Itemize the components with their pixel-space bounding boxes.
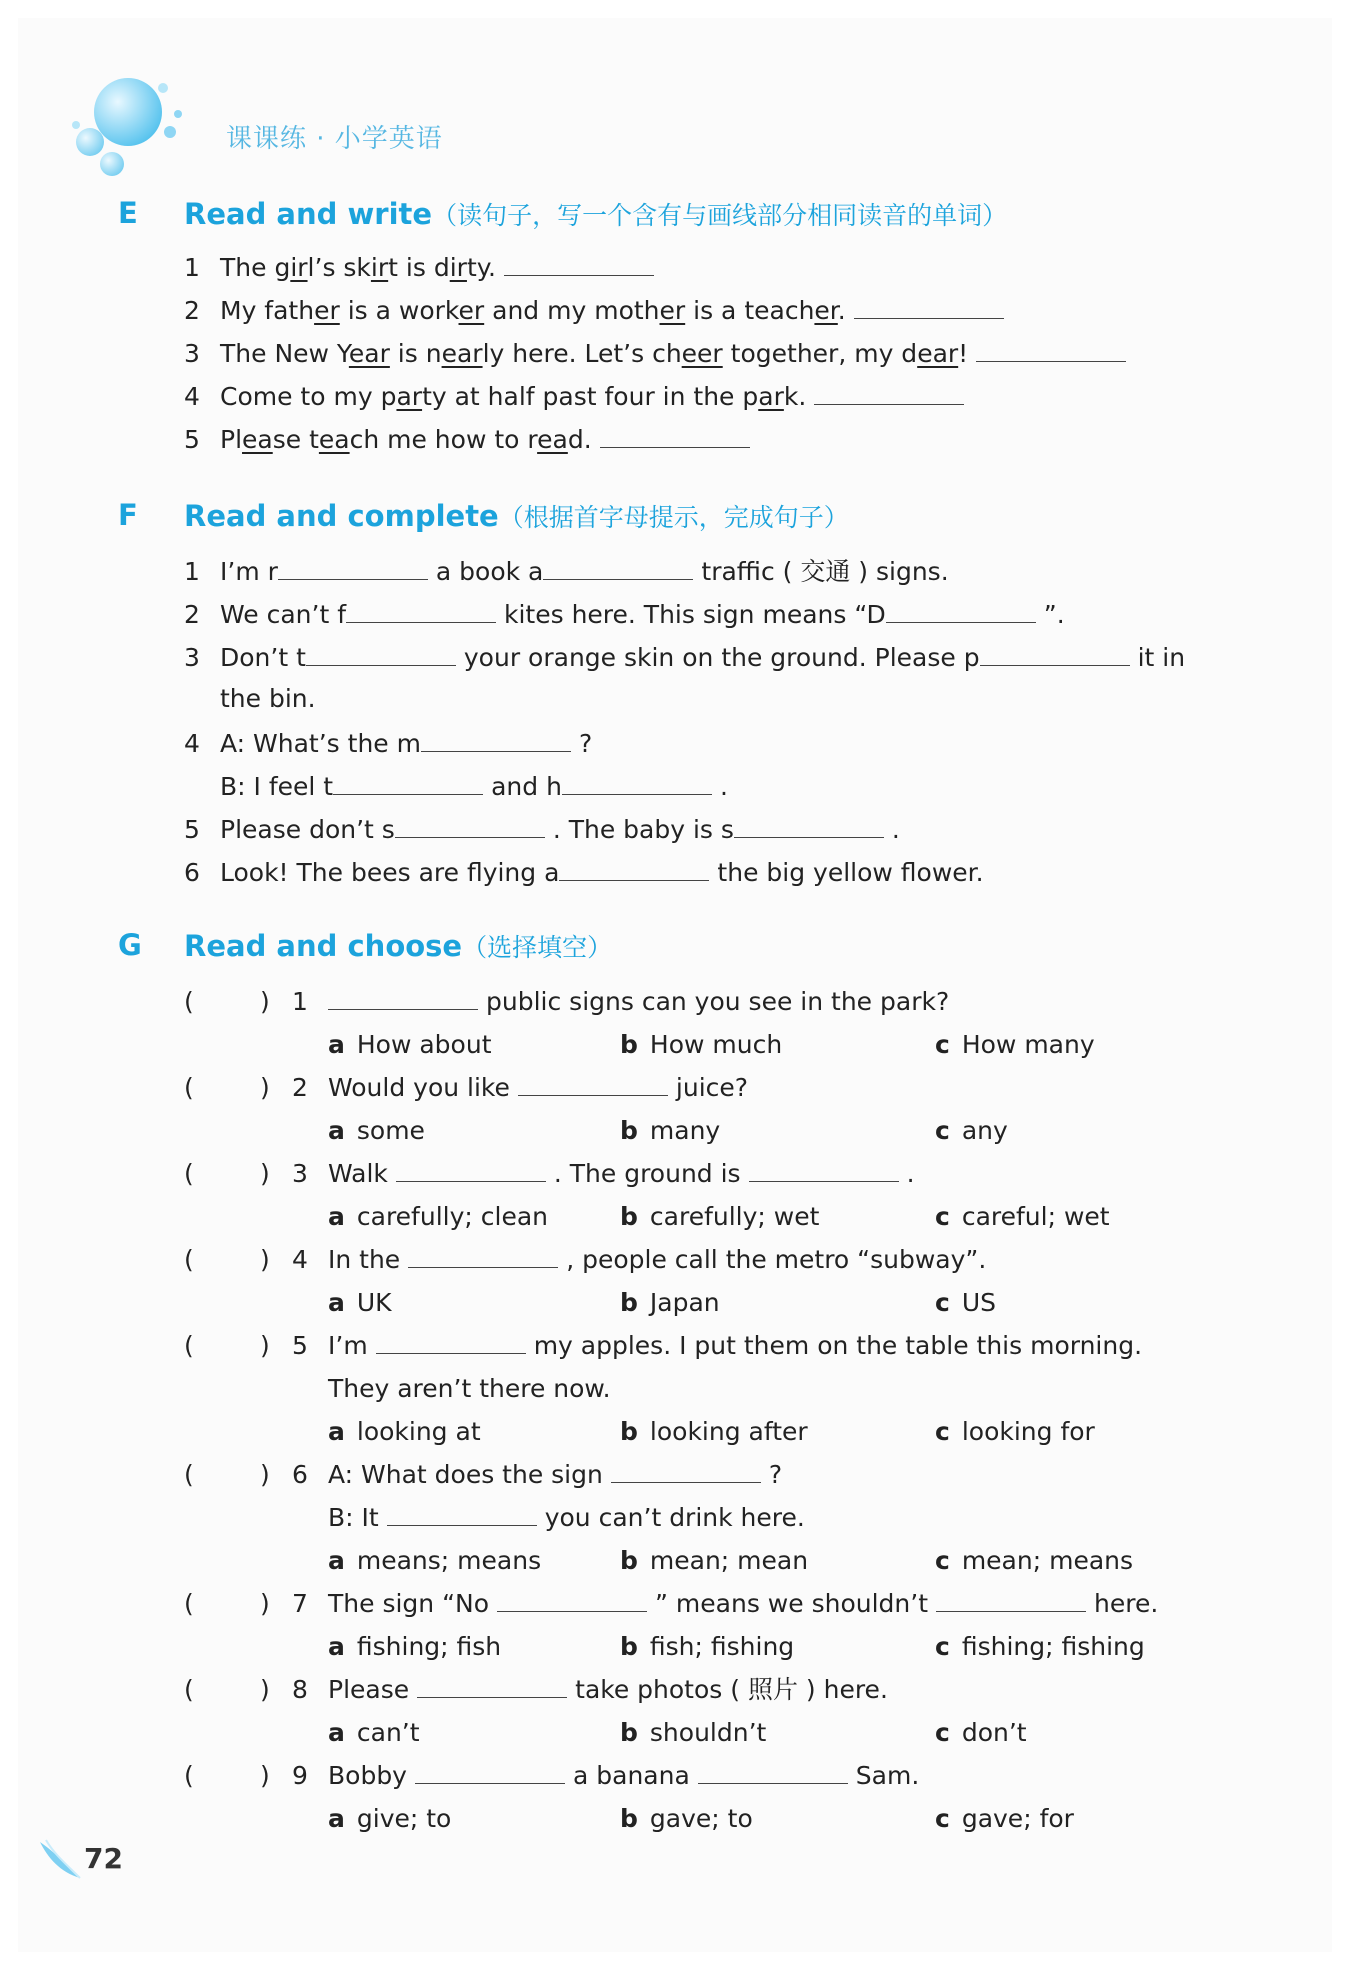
answer-box[interactable] bbox=[205, 1073, 255, 1103]
e-item-4: Come to my party at half past four in the park. bbox=[220, 382, 972, 412]
g-question-5: I’m my apples. I put them on the table this morning. bbox=[328, 1331, 1143, 1360]
g-question-9: Bobby a banana Sam. bbox=[328, 1761, 920, 1790]
answer-blank[interactable] bbox=[421, 729, 571, 752]
answer-blank[interactable] bbox=[734, 815, 884, 838]
section-g-subtitle: （选择填空） bbox=[462, 933, 613, 962]
answer-blank[interactable] bbox=[518, 1073, 668, 1096]
option-c[interactable]: c How many bbox=[935, 1030, 1095, 1059]
answer-paren-left: ( bbox=[184, 987, 194, 1016]
answer-blank[interactable] bbox=[543, 557, 693, 580]
f-item-3-cont: the bin. bbox=[220, 684, 316, 713]
f-item-6: Look! The bees are flying a the big yellow flower. bbox=[220, 858, 984, 887]
answer-paren-right: ) bbox=[260, 1331, 270, 1360]
answer-blank[interactable] bbox=[854, 296, 1004, 319]
answer-blank[interactable] bbox=[814, 382, 964, 405]
g-question-6: A: What does the sign ? bbox=[328, 1460, 783, 1489]
e-item-1: The girl’s skirt is dirty. bbox=[220, 253, 662, 283]
option-a[interactable]: a give; to bbox=[328, 1804, 452, 1833]
answer-paren-right: ) bbox=[260, 1589, 270, 1618]
g-item-number: 9 bbox=[292, 1761, 308, 1790]
g-question-5-cont: They aren’t there now. bbox=[328, 1374, 611, 1403]
f-item-number: 4 bbox=[184, 729, 200, 758]
answer-blank[interactable] bbox=[415, 1761, 565, 1784]
answer-blank[interactable] bbox=[376, 1331, 526, 1354]
answer-box[interactable] bbox=[205, 987, 255, 1017]
answer-box[interactable] bbox=[205, 1245, 255, 1275]
answer-paren-left: ( bbox=[184, 1589, 194, 1618]
f-item-3: Don’t t your orange skin on the ground. Please p it in bbox=[220, 643, 1186, 672]
option-c[interactable]: c looking for bbox=[935, 1417, 1095, 1446]
answer-blank[interactable] bbox=[504, 253, 654, 276]
option-c[interactable]: c mean; means bbox=[935, 1546, 1134, 1575]
answer-blank[interactable] bbox=[396, 1159, 546, 1182]
option-b[interactable]: b How much bbox=[620, 1030, 783, 1059]
answer-blank[interactable] bbox=[936, 1589, 1086, 1612]
option-b[interactable]: b mean; mean bbox=[620, 1546, 809, 1575]
section-g-title-text: Read and choose bbox=[184, 929, 463, 963]
option-c[interactable]: c don’t bbox=[935, 1718, 1027, 1747]
option-c[interactable]: c any bbox=[935, 1116, 1008, 1145]
option-a[interactable]: a How about bbox=[328, 1030, 492, 1059]
answer-paren-left: ( bbox=[184, 1761, 194, 1790]
f-item-number: 5 bbox=[184, 815, 200, 844]
answer-blank[interactable] bbox=[559, 858, 709, 881]
section-f-title bbox=[184, 498, 849, 534]
answer-blank[interactable] bbox=[346, 600, 496, 623]
answer-blank[interactable] bbox=[328, 987, 478, 1010]
e-item-number: 2 bbox=[184, 296, 200, 325]
option-b[interactable]: b many bbox=[620, 1116, 721, 1145]
g-item-number: 5 bbox=[292, 1331, 308, 1360]
answer-box[interactable] bbox=[205, 1589, 255, 1619]
answer-blank[interactable] bbox=[395, 815, 545, 838]
section-e-title bbox=[184, 196, 1007, 232]
answer-paren-left: ( bbox=[184, 1460, 194, 1489]
answer-paren-right: ) bbox=[260, 1245, 270, 1274]
f-item-1: I’m r a book a traffic ( 交通 ) signs. bbox=[220, 557, 949, 586]
f-item-number: 2 bbox=[184, 600, 200, 629]
answer-blank[interactable] bbox=[333, 772, 483, 795]
e-item-2: My father is a worker and my mother is a teacher. bbox=[220, 296, 1012, 326]
answer-blank[interactable] bbox=[600, 425, 750, 448]
f-item-5: Please don’t s . The baby is s . bbox=[220, 815, 900, 844]
option-c[interactable]: c US bbox=[935, 1288, 996, 1317]
section-g-letter: G bbox=[118, 928, 142, 962]
g-question-1: public signs can you see in the park? bbox=[328, 987, 949, 1017]
option-a[interactable]: a looking at bbox=[328, 1417, 481, 1446]
option-a[interactable]: a carefully; clean bbox=[328, 1202, 548, 1231]
answer-blank[interactable] bbox=[408, 1245, 558, 1268]
e-item-number: 4 bbox=[184, 382, 200, 411]
section-f-letter: F bbox=[118, 498, 138, 532]
option-c[interactable]: c fishing; fishing bbox=[935, 1632, 1145, 1661]
g-question-3: Walk . The ground is . bbox=[328, 1159, 915, 1188]
g-item-number: 4 bbox=[292, 1245, 308, 1274]
section-e-title-text: Read and write bbox=[184, 197, 433, 231]
answer-blank[interactable] bbox=[611, 1460, 761, 1483]
answer-paren-right: ) bbox=[260, 1460, 270, 1489]
option-a[interactable]: a can’t bbox=[328, 1718, 420, 1747]
f-item-number: 3 bbox=[184, 643, 200, 672]
answer-blank[interactable] bbox=[387, 1503, 537, 1526]
answer-paren-left: ( bbox=[184, 1331, 194, 1360]
option-b[interactable]: b fish; fishing bbox=[620, 1632, 795, 1661]
answer-box[interactable] bbox=[205, 1460, 255, 1490]
answer-paren-right: ) bbox=[260, 1073, 270, 1102]
f-item-4a: A: What’s the m ? bbox=[220, 729, 593, 758]
g-question-2: Would you like juice? bbox=[328, 1073, 749, 1102]
answer-blank[interactable] bbox=[497, 1589, 647, 1612]
section-g-title bbox=[184, 928, 612, 964]
option-b[interactable]: b Japan bbox=[620, 1288, 720, 1317]
answer-paren-left: ( bbox=[184, 1159, 194, 1188]
f-item-number: 6 bbox=[184, 858, 200, 887]
answer-box[interactable] bbox=[205, 1159, 255, 1189]
option-b[interactable]: b looking after bbox=[620, 1417, 808, 1446]
answer-blank[interactable] bbox=[749, 1159, 899, 1182]
option-a[interactable]: a some bbox=[328, 1116, 425, 1145]
g-item-number: 8 bbox=[292, 1675, 308, 1704]
answer-paren-right: ) bbox=[260, 1675, 270, 1704]
option-b[interactable]: b shouldn’t bbox=[620, 1718, 767, 1747]
answer-blank[interactable] bbox=[562, 772, 712, 795]
e-item-number: 3 bbox=[184, 339, 200, 368]
e-item-5: Please teach me how to read. bbox=[220, 425, 758, 455]
answer-paren-left: ( bbox=[184, 1675, 194, 1704]
answer-blank[interactable] bbox=[698, 1761, 848, 1784]
option-c[interactable]: c careful; wet bbox=[935, 1202, 1110, 1231]
section-f-title-text: Read and complete bbox=[184, 499, 499, 533]
answer-paren-left: ( bbox=[184, 1073, 194, 1102]
option-b[interactable]: b gave; to bbox=[620, 1804, 753, 1833]
option-a[interactable]: a UK bbox=[328, 1288, 392, 1317]
bubbles-decoration bbox=[68, 70, 198, 190]
answer-box[interactable] bbox=[205, 1675, 255, 1705]
e-item-number: 5 bbox=[184, 425, 200, 454]
page-number: 72 bbox=[84, 1842, 123, 1875]
answer-blank[interactable] bbox=[306, 643, 456, 666]
g-item-number: 1 bbox=[292, 987, 308, 1016]
answer-blank[interactable] bbox=[278, 557, 428, 580]
e-item-number: 1 bbox=[184, 253, 200, 282]
header-title: 课课练 · 小学英语 bbox=[226, 124, 443, 154]
option-c[interactable]: c gave; for bbox=[935, 1804, 1074, 1833]
g-item-number: 3 bbox=[292, 1159, 308, 1188]
option-b[interactable]: b carefully; wet bbox=[620, 1202, 820, 1231]
answer-blank[interactable] bbox=[976, 339, 1126, 362]
section-e-subtitle: （读句子，写一个含有与画线部分相同读音的单词） bbox=[432, 201, 1008, 230]
g-question-6-cont: B: It you can’t drink here. bbox=[328, 1503, 805, 1532]
g-item-number: 7 bbox=[292, 1589, 308, 1618]
section-e-letter: E bbox=[118, 196, 138, 230]
f-item-number: 1 bbox=[184, 557, 200, 586]
g-question-8: Please take photos ( 照片 ) here. bbox=[328, 1675, 888, 1704]
answer-blank[interactable] bbox=[980, 643, 1130, 666]
answer-paren-right: ) bbox=[260, 987, 270, 1016]
answer-paren-right: ) bbox=[260, 1159, 270, 1188]
g-question-4: In the , people call the metro “subway”. bbox=[328, 1245, 987, 1274]
answer-box[interactable] bbox=[205, 1761, 255, 1791]
g-item-number: 6 bbox=[292, 1460, 308, 1489]
answer-blank[interactable] bbox=[886, 600, 1036, 623]
g-item-number: 2 bbox=[292, 1073, 308, 1102]
answer-paren-left: ( bbox=[184, 1245, 194, 1274]
answer-box[interactable] bbox=[205, 1331, 255, 1361]
f-item-2: We can’t f kites here. This sign means “D ”. bbox=[220, 600, 1065, 629]
answer-blank[interactable] bbox=[417, 1675, 567, 1698]
answer-paren-right: ) bbox=[260, 1761, 270, 1790]
section-f-subtitle: （根据首字母提示，完成句子） bbox=[498, 503, 849, 532]
option-a[interactable]: a means; means bbox=[328, 1546, 542, 1575]
option-a[interactable]: a fishing; fish bbox=[328, 1632, 502, 1661]
e-item-3: The New Year is nearly here. Let’s cheer together, my dear! bbox=[220, 339, 1134, 369]
leaf-icon bbox=[38, 1838, 82, 1880]
f-item-4b: B: I feel t and h . bbox=[220, 772, 728, 801]
g-question-7: The sign “No ” means we shouldn’t here. bbox=[328, 1589, 1159, 1618]
